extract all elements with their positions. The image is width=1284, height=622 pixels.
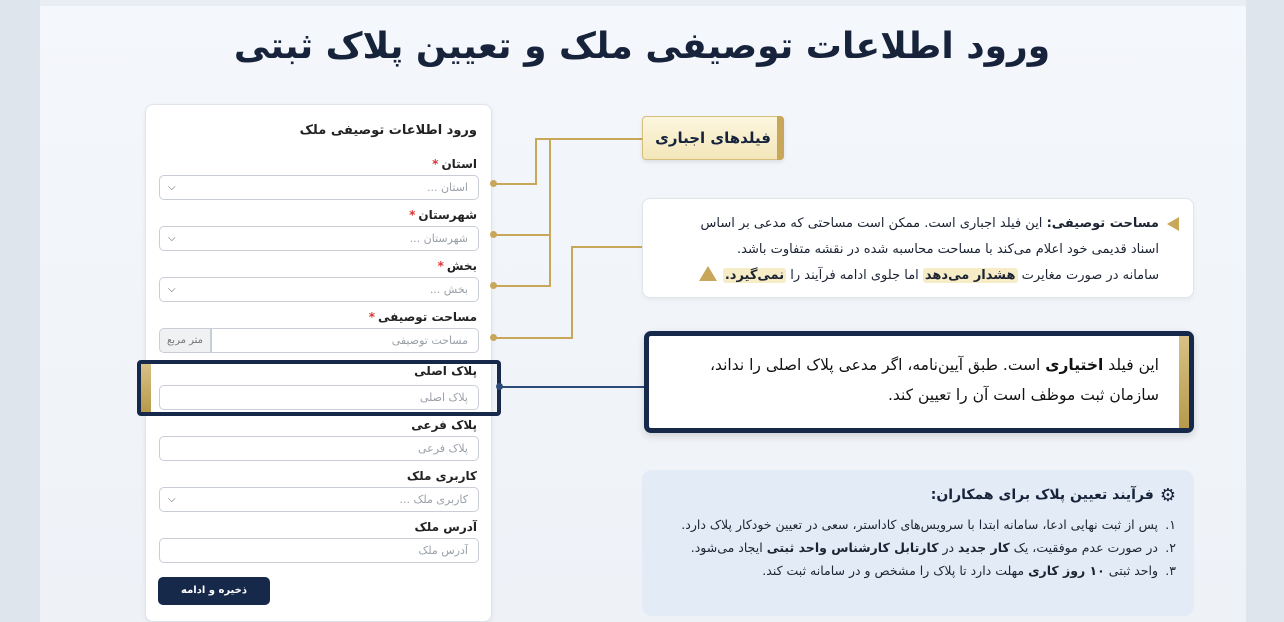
- gear-icon: ⚙: [1159, 485, 1176, 506]
- connector-line: [495, 234, 551, 236]
- connector-line: [495, 285, 551, 287]
- process-steps: [656, 515, 1176, 580]
- optional-note-line2: سازمان ثبت موظف است آن را تعیین کند.: [887, 386, 1159, 404]
- area-input[interactable]: مساحت توصیفی: [211, 328, 479, 353]
- connector-line: [495, 183, 537, 185]
- sub-plate-label: پلاک فرعی: [411, 418, 477, 432]
- district-select[interactable]: بخش ... ⌵: [159, 277, 479, 302]
- main-plate-input[interactable]: پلاک اصلی: [159, 385, 479, 410]
- connector-line: [571, 246, 573, 339]
- triangle-bullet-icon: [1167, 217, 1179, 231]
- form-title: ورود اطلاعات توصیفی ملک: [299, 123, 477, 138]
- warning-icon: [699, 266, 717, 281]
- optional-field-note: [644, 331, 1194, 433]
- required-fields-badge: فیلدهای اجباری: [642, 116, 784, 160]
- required-mark: *: [437, 259, 444, 273]
- connector-line: [535, 138, 537, 185]
- main-plate-highlight-frame: [137, 360, 501, 416]
- chevron-down-icon: ⌵: [168, 494, 176, 505]
- plate-process-panel: [642, 470, 1194, 616]
- address-label: آدرس ملک: [414, 520, 477, 534]
- city-label: شهرستان*: [409, 208, 477, 222]
- connector-line: [549, 138, 551, 287]
- province-select[interactable]: استان ... ⌵: [159, 175, 479, 200]
- process-step: ۳. واحد ثبتی ۱۰ روز کاری مهلت دارد تا پلاک را مشخص و در سامانه ثبت کند.: [762, 563, 1176, 578]
- gold-accent-bar: [1179, 336, 1189, 428]
- area-description-note: [642, 198, 1194, 298]
- sub-plate-input[interactable]: پلاک فرعی: [159, 436, 479, 461]
- required-mark: *: [409, 208, 416, 222]
- required-mark: *: [432, 157, 439, 171]
- district-label: بخش*: [437, 259, 477, 273]
- connector-line: [495, 337, 573, 339]
- save-and-continue-button[interactable]: ذخیره و ادامه: [158, 577, 270, 605]
- chevron-down-icon: ⌵: [168, 233, 176, 244]
- usage-label: کاربری ملک: [406, 469, 477, 483]
- required-mark: *: [368, 310, 376, 324]
- gold-accent-bar: [141, 364, 151, 412]
- gold-accent-bar: [777, 116, 784, 160]
- connector-line-blue: [500, 386, 645, 388]
- connector-line: [535, 138, 643, 140]
- address-input[interactable]: آدرس ملک: [159, 538, 479, 563]
- chevron-down-icon: ⌵: [168, 284, 176, 295]
- city-select[interactable]: شهرستان ... ⌵: [159, 226, 479, 251]
- process-step: ۱. پس از ثبت نهایی ادعا، سامانه ابتدا با سرویس‌های کاداستر، سعی در تعیین خودکار پلاک دارد.: [681, 517, 1176, 532]
- area-note-line3: سامانه در صورت مغایرت هشدار می‌دهد اما جلوی ادامه فرآیند را نمی‌گیرد.: [657, 263, 1159, 289]
- area-label: مساحت توصیفی*: [368, 310, 477, 324]
- connector-line: [571, 246, 643, 248]
- page-title: ورود اطلاعات توصیفی ملک و تعیین پلاک ثبتی: [233, 26, 1051, 67]
- area-note-line2: اسناد قدیمی خود اعلام می‌کند با مساحت محاسبه شده در نقشه متفاوت باشد.: [737, 242, 1159, 257]
- area-note-line1: مساحت توصیفی: این فیلد اجباری است. ممکن است مساحتی که مدعی بر اساس: [700, 216, 1159, 231]
- optional-note-line1: این فیلد اختیاری است. طبق آیین‌نامه، اگر مدعی پلاک اصلی را نداند،: [709, 356, 1159, 374]
- province-label: استان*: [432, 157, 477, 171]
- process-title: ⚙فرآیند تعیین پلاک برای همکاران:: [930, 485, 1176, 506]
- chevron-down-icon: ⌵: [168, 182, 176, 193]
- area-unit-addon: متر مربع: [159, 328, 211, 353]
- usage-select[interactable]: کاربری ملک ... ⌵: [159, 487, 479, 512]
- process-step: ۲. در صورت عدم موفقیت، یک کار جدید در کارتابل کارشناس واحد ثبتی ایجاد می‌شود.: [690, 540, 1176, 555]
- right-frame-edge: [1246, 0, 1284, 622]
- main-plate-label: پلاک اصلی: [414, 364, 477, 378]
- left-frame-edge: [0, 0, 40, 622]
